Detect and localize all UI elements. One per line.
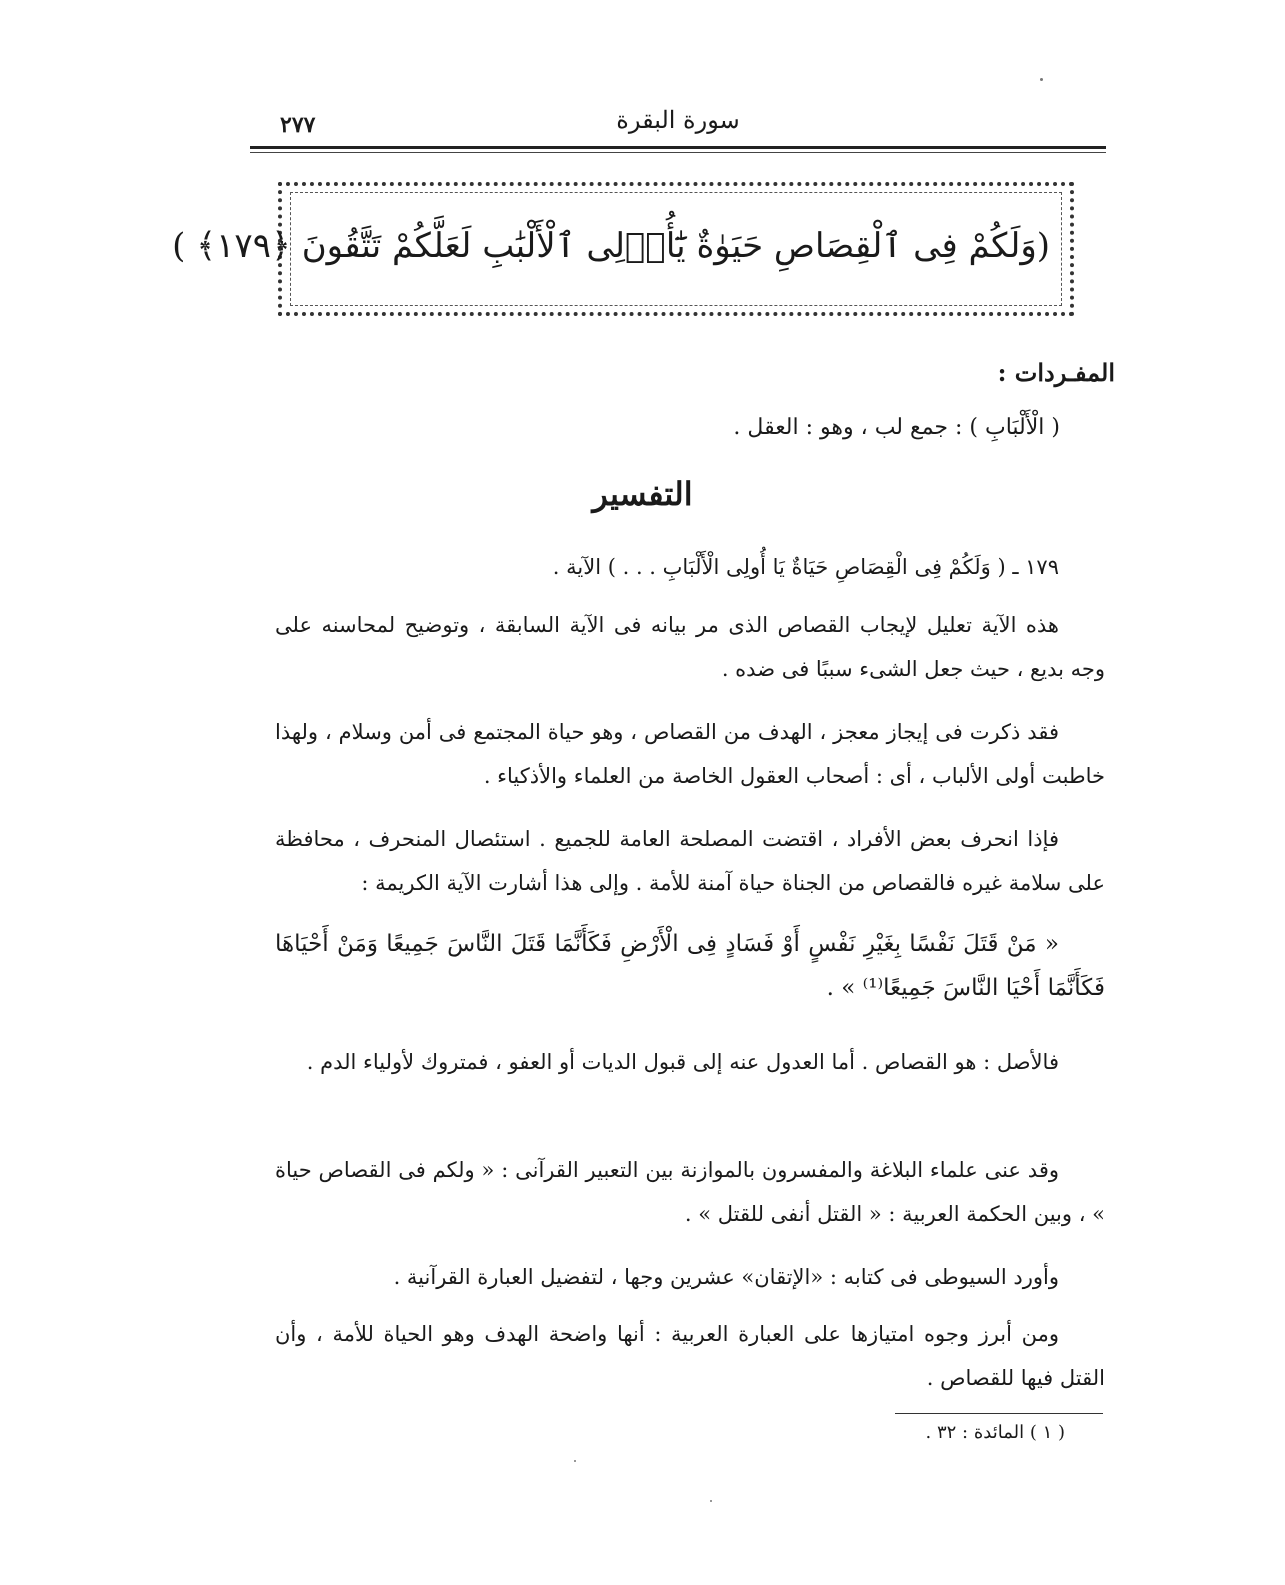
paragraph-8: ومن أبرز وجوه امتيازها على العبارة العربية : أنها واضحة الهدف وهو الحياة للأمة ، وأن القتل فيها للقصاص . [275,1322,1105,1390]
page-header [250,100,1106,150]
scan-speck [710,1500,712,1502]
quoted-verse-paragraph: « مَنْ قَتَلَ نَفْسًا بِغَيْرِ نَفْسٍ أَوْ فَسَادٍ فِى الْأَرْضِ فَكَأَنَّمَا قَتَلَ النَّاسَ جَمِيعًا وَمَنْ أَحْيَاهَا فَكَأَنَّمَا أَحْيَا النَّاسَ جَمِيعًا⁽¹⁾ » . [275,931,1105,1001]
scan-speck [1040,78,1043,81]
paragraph-5: فالأصل : هو القصاص . أما العدول عنه إلى قبول الديات أو العفو ، فمتروك لأولياء الدم . [306,1050,1059,1074]
header-rule [250,146,1106,149]
paragraph-6: وقد عنى علماء البلاغة والمفسرون بالموازنة بين التعبير القرآنى : « ولكم فى القصاص حياة » ، وبين الحكمة العربية : « القتل أنفى للقتل » . [275,1158,1105,1226]
paragraph-1: هذه الآية تعليل لإيجاب القصاص الذى مر بيانه فى الآية السابقة ، وتوضيح لمحاسنه على وجه بديع ، حيث جعل الشىء سببًا فى ضده . [275,613,1105,681]
paragraph-3: فإذا انحرف بعض الأفراد ، اقتضت المصلحة العامة للجميع . استئصال المنحرف ، محافظة على سلامة غيره فالقصاص من الجناة حياة آمنة للأمة . وإلى هذا أشارت الآية الكريمة : [275,827,1105,895]
vocabulary-heading: المفـردات : [997,358,1115,387]
quran-verse: (وَلَكُمْ فِى ٱلْقِصَاصِ حَيَوٰةٌ يَٰٓأُو۟لِى ٱلْأَلْبَٰبِ لَعَلَّكُمْ تَتَّقُونَ ﴿١٧٩﴾ ) [172,226,1050,266]
paragraph-7: وأورد السيوطى فى كتابه : «الإتقان» عشرين وجها ، لتفضيل العبارة القرآنية . [393,1265,1059,1289]
page-number: ٢٧٧ [280,112,316,138]
footnote: ( ١ ) المائدة : ٣٢ . [925,1422,1065,1443]
section-title: التفسير [592,475,693,513]
footnote-rule [895,1413,1103,1414]
vocabulary-item: ( الْأَلْبَابِ ) : جمع لب ، وهو : العقل . [733,415,1060,440]
paragraph-2: فقد ذكرت فى إيجاز معجز ، الهدف من القصاص ، وهو حياة المجتمع فى أمن وسلام ، ولهذا خاطبت أولى الألباب ، أى : أصحاب العقول الخاصة من العلماء والأذكياء . [275,720,1105,788]
running-title: سورة البقرة [616,106,740,134]
header-rule-thin [250,152,1106,153]
scan-speck [574,1460,576,1462]
verse-reference-paragraph: ١٧٩ ـ ( وَلَكُمْ فِى الْقِصَاصِ حَيَاةٌ يَا أُولِى الْأَلْبَابِ . . . ) الآية . [552,555,1059,579]
